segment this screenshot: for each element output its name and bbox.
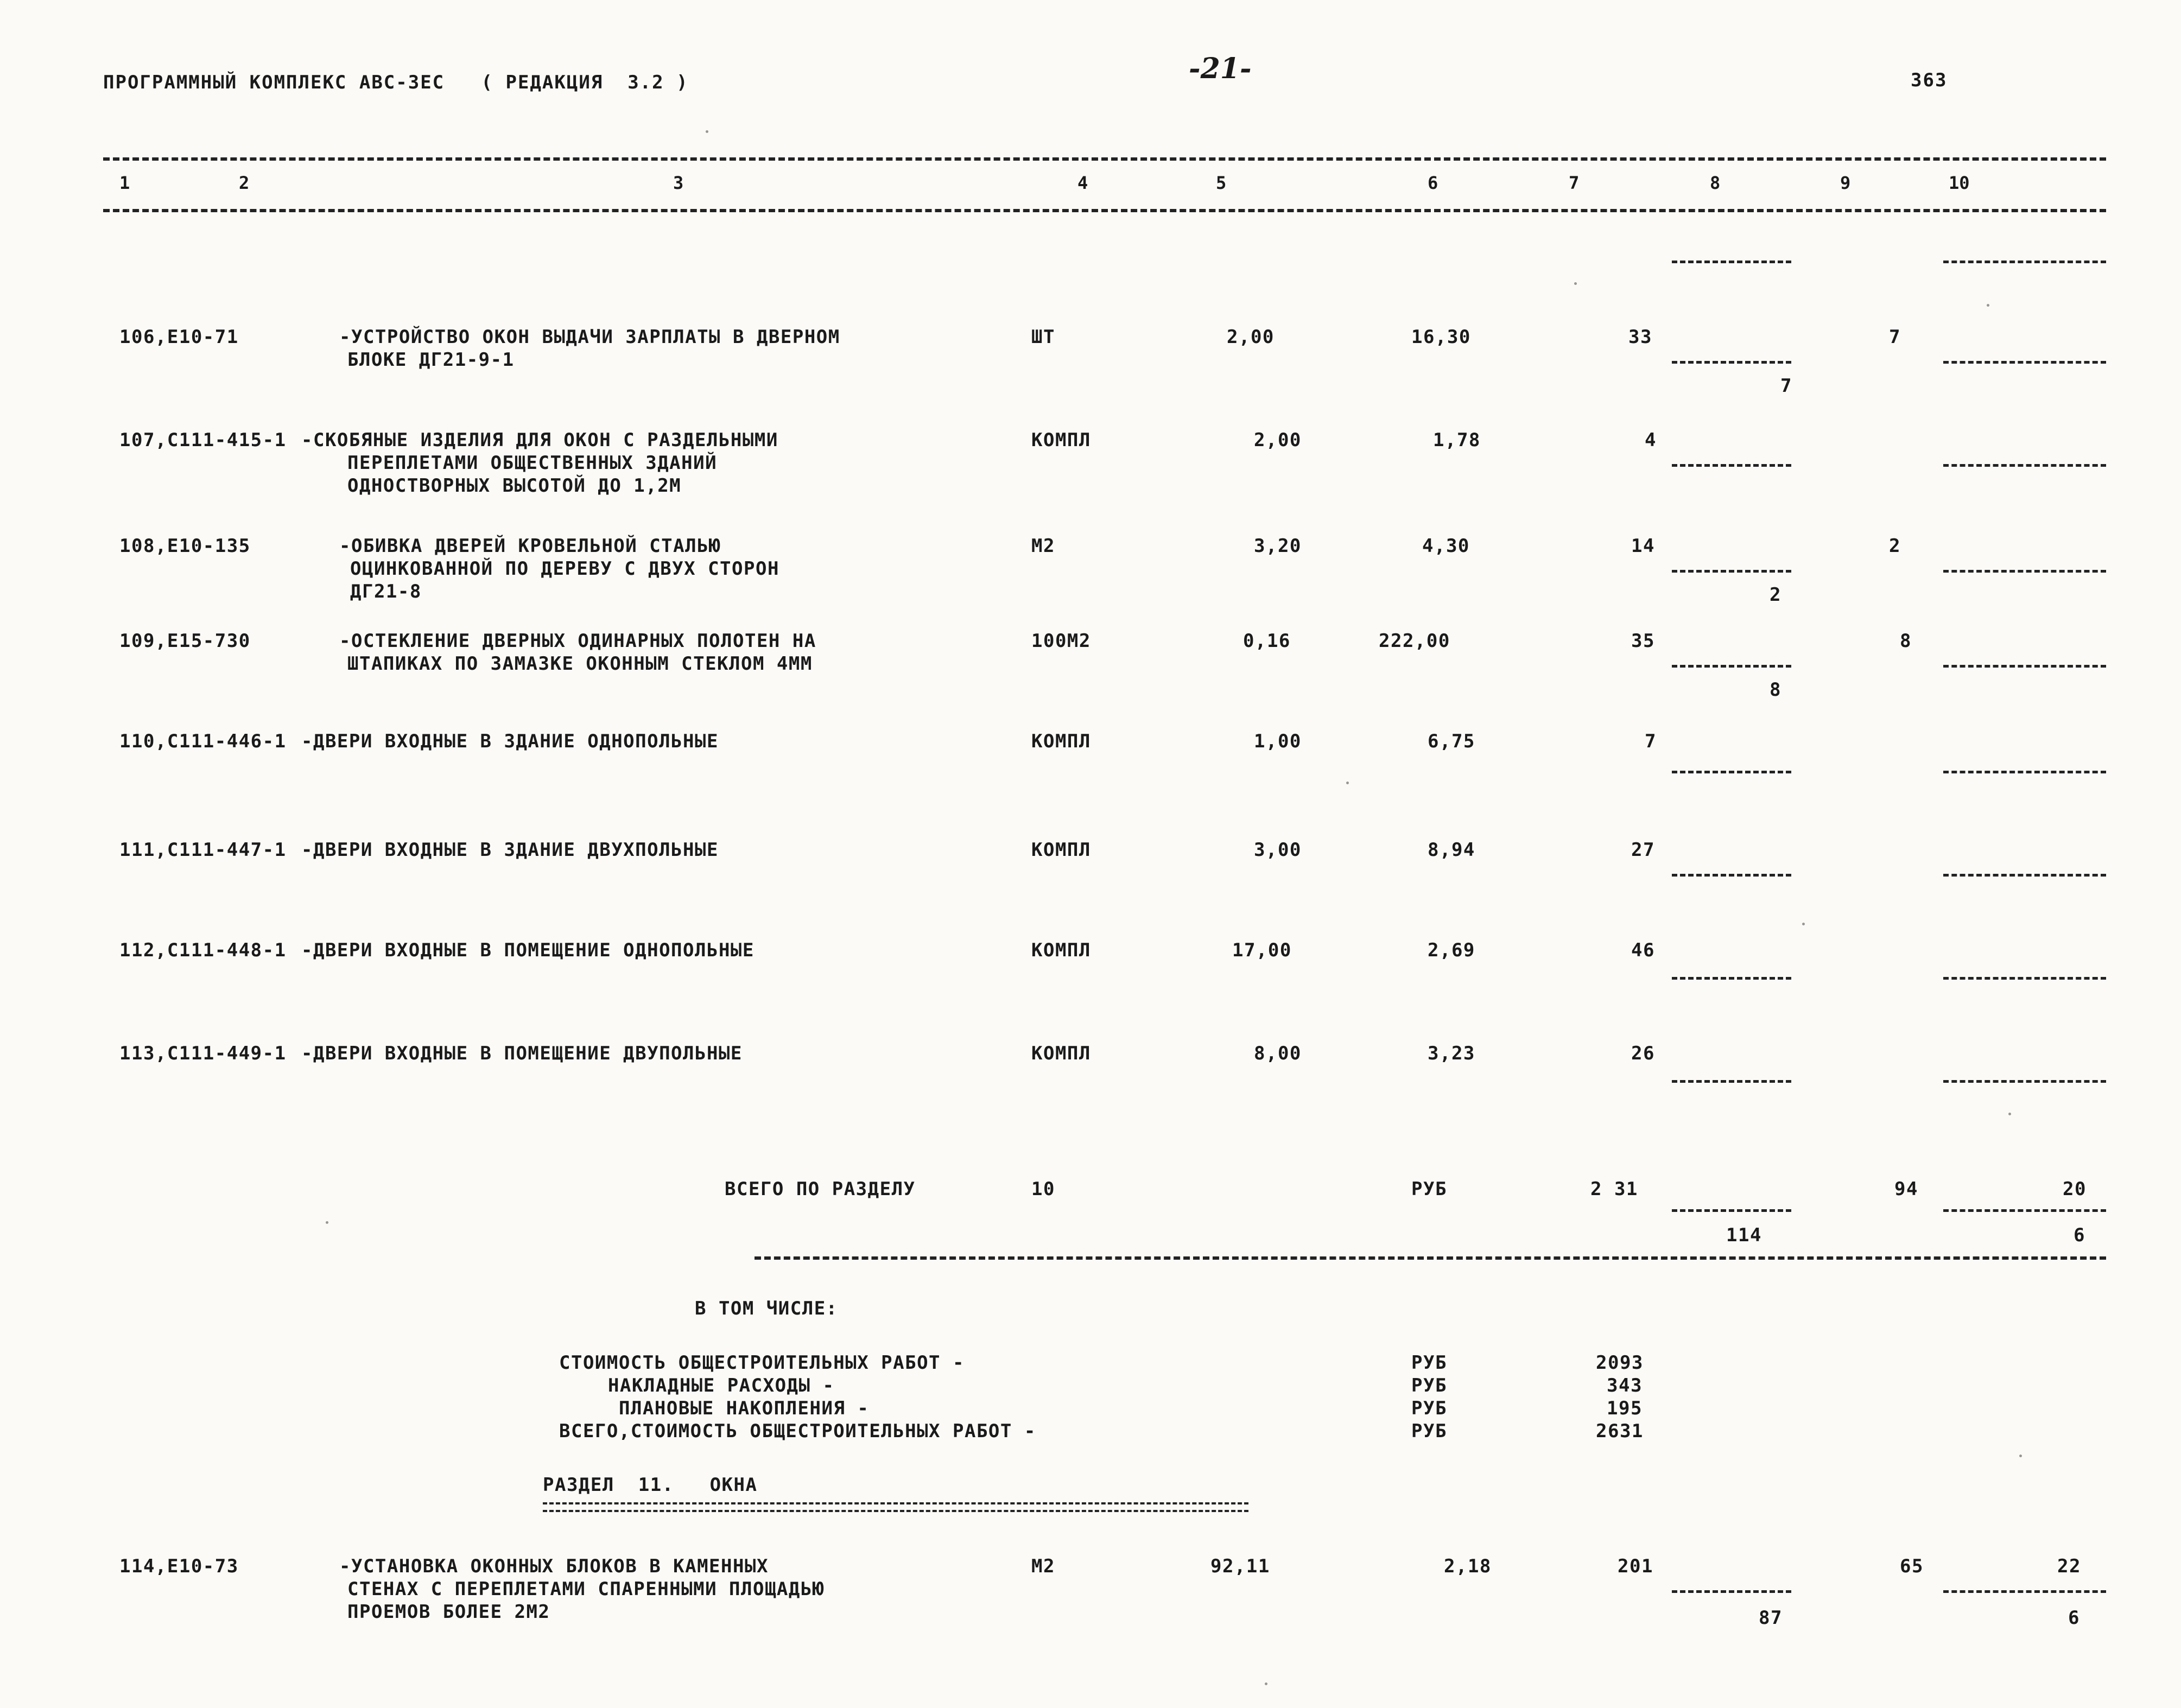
subtotal-rule	[1943, 874, 2106, 877]
row-desc: ОДНОСТВОРНЫХ ВЫСОТОЙ ДО 1,2М	[347, 475, 682, 497]
row-qty: 2,00	[1254, 429, 1302, 451]
subtotal-rule	[1943, 261, 2106, 263]
row-total: 33	[1628, 326, 1652, 348]
row-desc: ДГ21-8	[350, 581, 422, 602]
row-total: 26	[1631, 1043, 1655, 1064]
breakdown-value: 2093	[1596, 1352, 1644, 1374]
section-total-sub10: 6	[2074, 1224, 2085, 1246]
col-num-1: 1	[119, 173, 130, 193]
row-desc: -ДВЕРИ ВХОДНЫЕ В ПОМЕЩЕНИЕ ОДНОПОЛЬНЫЕ	[301, 939, 755, 961]
row-price: 16,30	[1411, 326, 1471, 348]
row-desc: ПРОЕМОВ БОЛЕЕ 2М2	[347, 1601, 550, 1623]
breakdown-title: В ТОМ ЧИСЛЕ:	[695, 1298, 838, 1319]
subtotal-rule	[1672, 665, 1791, 668]
page-number: 363	[1911, 69, 1948, 91]
row-qty: 2,00	[1227, 326, 1275, 348]
row-code: 106,Е10-71	[119, 326, 239, 348]
row-desc: СТЕНАХ С ПЕРЕПЛЕТАМИ СПАРЕННЫМИ ПЛОЩАДЬЮ	[347, 1578, 825, 1600]
row-col9: 2	[1889, 535, 1901, 557]
section-total-label: ВСЕГО ПО РАЗДЕЛУ	[725, 1178, 916, 1200]
row-desc: -ОБИВКА ДВЕРЕЙ КРОВЕЛЬНОЙ СТАЛЬЮ	[339, 535, 721, 557]
subtotal-rule	[1943, 771, 2106, 773]
row-col9: 8	[1900, 630, 1912, 652]
section-total-col9: 94	[1894, 1178, 1918, 1200]
breakdown-unit: РУБ	[1411, 1375, 1447, 1396]
row-desc: БЛОКЕ ДГ21-9-1	[347, 349, 515, 371]
breakdown-unit: РУБ	[1411, 1352, 1447, 1374]
subtotal-rule	[1672, 570, 1791, 573]
section-total-sub8: 114	[1726, 1224, 1762, 1246]
row-total: 7	[1645, 731, 1657, 752]
col-num-9: 9	[1840, 173, 1851, 193]
breakdown-unit: РУБ	[1411, 1420, 1447, 1442]
subtotal-rule	[1943, 977, 2106, 980]
col-num-5: 5	[1216, 173, 1227, 193]
subtotal-rule	[1672, 1209, 1791, 1212]
section-total-value: 2 31	[1590, 1178, 1638, 1200]
section-heading-underline	[543, 1502, 1248, 1512]
section-total-unit: РУБ	[1411, 1178, 1447, 1200]
breakdown-label: СТОИМОСТЬ ОБЩЕСТРОИТЕЛЬНЫХ РАБОТ -	[559, 1352, 965, 1374]
subtotal-rule	[1672, 1080, 1791, 1083]
section-total-col10: 20	[2063, 1178, 2087, 1200]
row-price: 6,75	[1428, 731, 1475, 752]
row-col9: 7	[1889, 326, 1901, 348]
column-number-row	[103, 173, 2106, 200]
row-sub8: 8	[1770, 679, 1781, 701]
col-num-8: 8	[1710, 173, 1721, 193]
breakdown-label: ВСЕГО,СТОИМОСТЬ ОБЩЕСТРОИТЕЛЬНЫХ РАБОТ -	[559, 1420, 1036, 1442]
header-rule	[103, 209, 2106, 212]
row-qty: 92,11	[1210, 1555, 1270, 1577]
breakdown-label: ПЛАНОВЫЕ НАКОПЛЕНИЯ -	[619, 1398, 870, 1419]
top-rule	[103, 157, 2106, 161]
row-unit: 100М2	[1031, 630, 1091, 652]
row-unit: КОМПЛ	[1031, 429, 1091, 451]
col-num-3: 3	[673, 173, 684, 193]
row-desc: -ДВЕРИ ВХОДНЫЕ В ЗДАНИЕ ОДНОПОЛЬНЫЕ	[301, 731, 719, 752]
subtotal-rule	[1943, 1590, 2106, 1593]
subtotal-rule	[1672, 261, 1791, 263]
row-desc: ШТАПИКАХ ПО ЗАМАЗКЕ ОКОННЫМ СТЕКЛОМ 4ММ	[347, 653, 813, 675]
row-desc: -УСТРОЙСТВО ОКОН ВЫДАЧИ ЗАРПЛАТЫ В ДВЕРНОМ	[339, 326, 840, 348]
row-unit: КОМПЛ	[1031, 1043, 1091, 1064]
row-unit: ШТ	[1031, 326, 1055, 348]
breakdown-value: 195	[1607, 1398, 1643, 1419]
section-rule	[755, 1256, 2106, 1260]
breakdown-label: НАКЛАДНЫЕ РАСХОДЫ -	[608, 1375, 835, 1396]
row-sub10: 6	[2068, 1607, 2080, 1629]
subtotal-rule	[1672, 874, 1791, 877]
row-desc: ОЦИНКОВАННОЙ ПО ДЕРЕВУ С ДВУХ СТОРОН	[350, 558, 779, 580]
row-total: 201	[1618, 1555, 1653, 1577]
handwritten-page-number: -21-	[1189, 52, 1252, 85]
subtotal-rule	[1943, 361, 2106, 364]
subtotal-rule	[1943, 665, 2106, 668]
row-price: 4,30	[1422, 535, 1470, 557]
row-desc: -ОСТЕКЛЕНИЕ ДВЕРНЫХ ОДИНАРНЫХ ПОЛОТЕН НА	[339, 630, 816, 652]
row-desc: ПЕРЕПЛЕТАМИ ОБЩЕСТВЕННЫХ ЗДАНИЙ	[347, 452, 718, 474]
row-desc: -СКОБЯНЫЕ ИЗДЕЛИЯ ДЛЯ ОКОН С РАЗДЕЛЬНЫМИ	[301, 429, 778, 451]
subtotal-rule	[1943, 570, 2106, 573]
row-code: 110,С111-446-1	[119, 731, 287, 752]
subtotal-rule	[1672, 977, 1791, 980]
row-col9: 65	[1900, 1555, 1924, 1577]
row-qty: 3,20	[1254, 535, 1302, 557]
row-qty: 3,00	[1254, 839, 1302, 861]
row-code: 109,Е15-730	[119, 630, 251, 652]
col-num-10: 10	[1949, 173, 1970, 193]
subtotal-rule	[1672, 1590, 1791, 1593]
row-unit: М2	[1031, 535, 1055, 557]
col-num-6: 6	[1428, 173, 1438, 193]
col-num-2: 2	[239, 173, 250, 193]
subtotal-rule	[1672, 361, 1791, 364]
row-price: 2,69	[1428, 939, 1475, 961]
row-sub8: 7	[1780, 375, 1792, 397]
row-sub8: 2	[1770, 584, 1781, 606]
row-code: 107,С111-415-1	[119, 429, 287, 451]
row-price: 3,23	[1428, 1043, 1475, 1064]
subtotal-rule	[1943, 1209, 2106, 1212]
subtotal-rule	[1943, 1080, 2106, 1083]
row-total: 4	[1645, 429, 1657, 451]
section-heading: РАЗДЕЛ 11. ОКНА	[543, 1474, 758, 1496]
row-unit: М2	[1031, 1555, 1055, 1577]
row-desc: -ДВЕРИ ВХОДНЫЕ В ЗДАНИЕ ДВУХПОЛЬНЫЕ	[301, 839, 719, 861]
row-desc: -УСТАНОВКА ОКОННЫХ БЛОКОВ В КАМЕННЫХ	[339, 1555, 769, 1577]
program-header: ПРОГРАММНЫЙ КОМПЛЕКС АВС-ЗЕС ( РЕДАКЦИЯ 3.2 )	[103, 72, 689, 93]
row-total: 35	[1631, 630, 1655, 652]
row-qty: 17,00	[1232, 939, 1292, 961]
row-sub8: 87	[1759, 1607, 1783, 1629]
row-price: 2,18	[1444, 1555, 1492, 1577]
breakdown-value: 343	[1607, 1375, 1643, 1396]
row-code: 112,С111-448-1	[119, 939, 287, 961]
row-unit: КОМПЛ	[1031, 839, 1091, 861]
row-unit: КОМПЛ	[1031, 939, 1091, 961]
row-price: 222,00	[1379, 630, 1450, 652]
subtotal-rule	[1672, 771, 1791, 773]
col-num-4: 4	[1077, 173, 1088, 193]
row-code: 113,С111-449-1	[119, 1043, 287, 1064]
row-unit: КОМПЛ	[1031, 731, 1091, 752]
row-qty: 0,16	[1243, 630, 1291, 652]
row-code: 111,С111-447-1	[119, 839, 287, 861]
subtotal-rule	[1672, 464, 1791, 467]
row-total: 14	[1631, 535, 1655, 557]
row-price: 1,78	[1433, 429, 1481, 451]
row-qty: 8,00	[1254, 1043, 1302, 1064]
row-col10: 22	[2057, 1555, 2081, 1577]
col-num-7: 7	[1569, 173, 1580, 193]
row-qty: 1,00	[1254, 731, 1302, 752]
breakdown-value: 2631	[1596, 1420, 1644, 1442]
subtotal-rule	[1943, 464, 2106, 467]
row-code: 108,Е10-135	[119, 535, 251, 557]
row-code: 114,Е10-73	[119, 1555, 239, 1577]
row-price: 8,94	[1428, 839, 1475, 861]
row-desc: -ДВЕРИ ВХОДНЫЕ В ПОМЕЩЕНИЕ ДВУПОЛЬНЫЕ	[301, 1043, 743, 1064]
row-total: 27	[1631, 839, 1655, 861]
breakdown-unit: РУБ	[1411, 1398, 1447, 1419]
section-number: 10	[1031, 1178, 1055, 1200]
row-total: 46	[1631, 939, 1655, 961]
